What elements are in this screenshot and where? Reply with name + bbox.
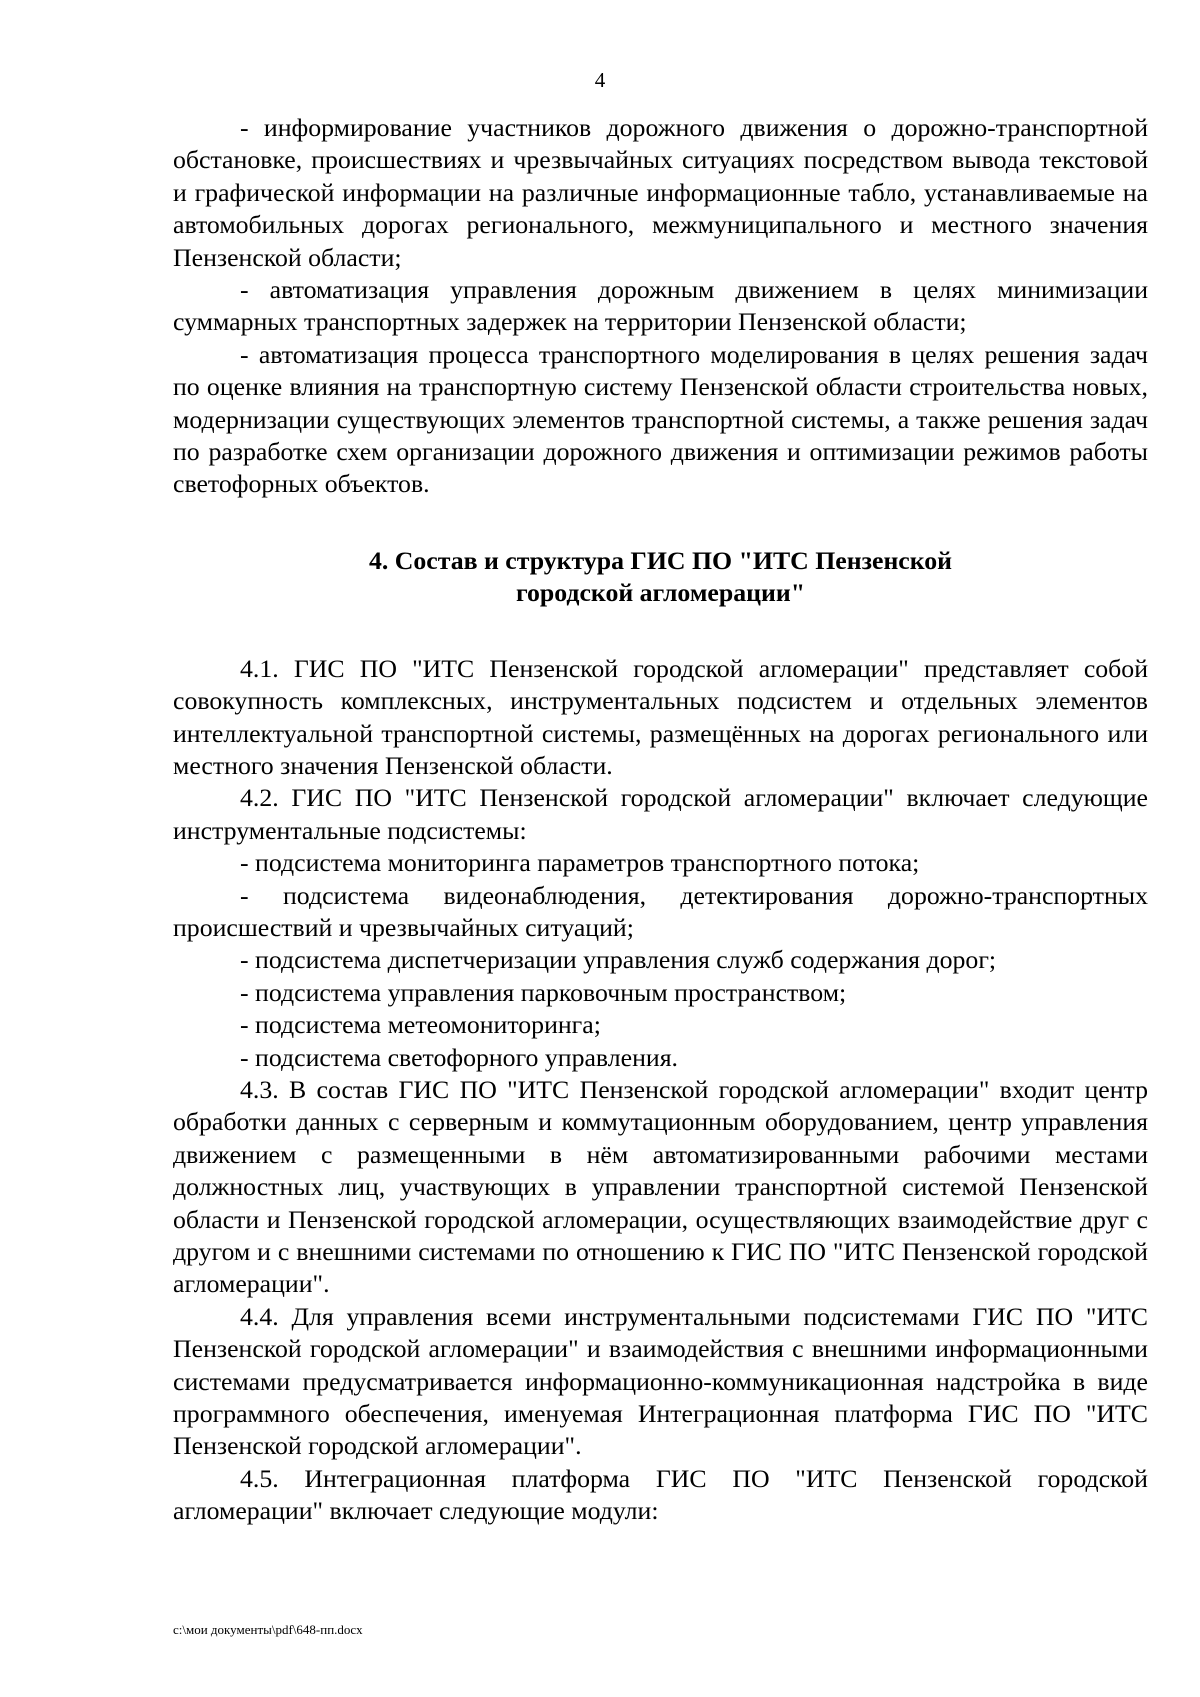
paragraph-4-3: 4.3. В состав ГИС ПО "ИТС Пензенской городской агломерации" входит центр обработки данных с серверным и коммутационным оборудованием, центр управления движением с размещенными в нём автоматизированными рабочими местами должностных лиц, участвующих в управлении транспортной системой Пензенской области и Пензенской городской агломерации, осуществляющих взаимодействие друг с другом и с внешними системами по отношению к ГИС ПО "ИТС Пензенской городской агломерации". bbox=[173, 1074, 1148, 1299]
paragraph-4-1: 4.1. ГИС ПО "ИТС Пензенской городской агломерации" представляет собой совокупность комплексных, инструментальных подсистем и отдельных элементов интеллектуальной транспортной системы, размещённых на дорогах регионального или местного значения Пензенской области. bbox=[173, 653, 1148, 780]
document-body bbox=[173, 112, 1148, 1528]
list-item-transport-modeling: - автоматизация процесса транспортного моделирования в целях решения задач по оценке влияния на транспортную систему Пензенской области строительства новых, модернизации существующих элементов транспортной системы, а также решения задач по разработке схем организации дорожного движения и оптимизации режимов работы светофорных объектов. bbox=[173, 339, 1148, 499]
paragraph-4-5: 4.5. Интеграционная платформа ГИС ПО "ИТС Пензенской городской агломерации" включает следующие модули: bbox=[173, 1463, 1148, 1526]
list-item-parking-management: - подсистема управления парковочным пространством; bbox=[240, 977, 847, 1007]
section-heading-line-1: 4. Состав и структура ГИС ПО "ИТС Пензенской bbox=[368, 545, 953, 575]
list-item-traffic-light-control: - подсистема светофорного управления. bbox=[240, 1042, 679, 1072]
list-item-traffic-automation: - автоматизация управления дорожным движением в целях минимизации суммарных транспортных задержек на территории Пензенской области; bbox=[173, 275, 1148, 337]
list-item-video-surveillance: - подсистема видеонаблюдения, детектирования дорожно-транспортных происшествий и чрезвычайных ситуаций; bbox=[173, 880, 1148, 942]
section-heading bbox=[173, 545, 1148, 610]
paragraph-4-4: 4.4. Для управления всеми инструментальными подсистемами ГИС ПО "ИТС Пензенской городской агломерации" и взаимодействия с внешними информационными системами предусматривается информационно-коммуникационная надстройка в виде программного обеспечения, именуемая Интеграционная платформа ГИС ПО "ИТС Пензенской городской агломерации". bbox=[173, 1301, 1148, 1461]
section-heading-line-2: городской агломерации" bbox=[515, 578, 806, 608]
footer-file-path: c:\мои документы\pdf\648-пп.docx bbox=[173, 1622, 363, 1637]
paragraph-4-2: 4.2. ГИС ПО "ИТС Пензенской городской агломерации" включает следующие инструментальные подсистемы: bbox=[173, 783, 1148, 845]
list-item-info-boards: - информирование участников дорожного движения о дорожно-транспортной обстановке, происшествиях и чрезвычайных ситуациях посредством вывода текстовой и графической информации на различные информационные табло, устанавливаемые на автомобильных дорогах регионального, межмуниципального и местного значения Пензенской области; bbox=[173, 113, 1148, 272]
list-item-weather-monitoring: - подсистема метеомониторинга; bbox=[240, 1010, 601, 1040]
list-item-road-services-dispatch: - подсистема диспетчеризации управления служб содержания дорог; bbox=[240, 945, 997, 975]
page-number: 4 bbox=[594, 68, 606, 92]
list-item-traffic-monitoring: - подсистема мониторинга параметров транспортного потока; bbox=[240, 848, 920, 878]
